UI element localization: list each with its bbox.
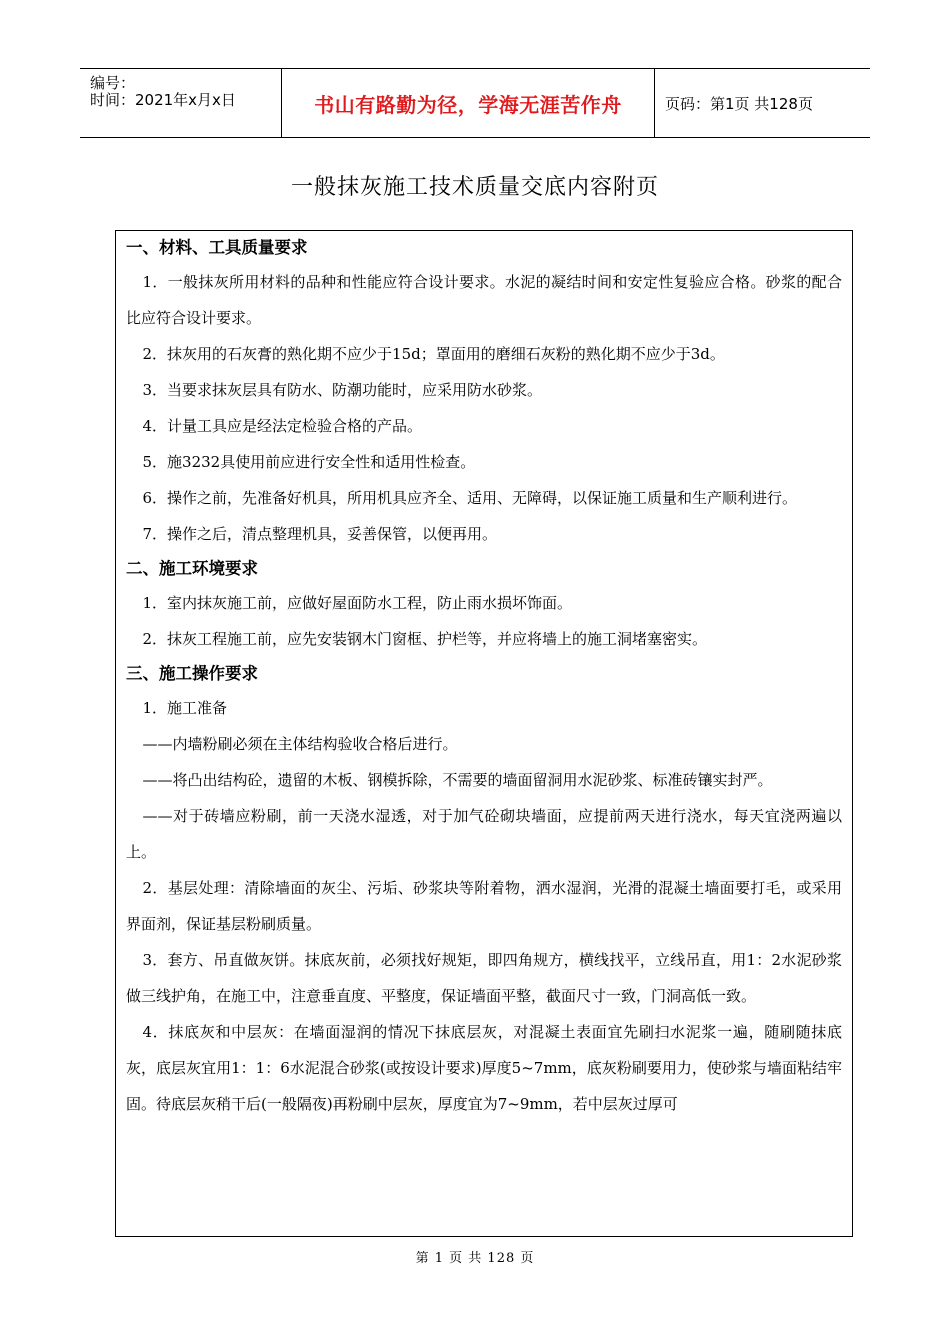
document-title: 一般抹灰施工技术质量交底内容附页 [290, 175, 659, 200]
paragraph: ——对于砖墙应粉刷，前一天浇水湿透，对于加气砼砌块墙面，应提前两天进行浇水，每天宜浇两遍以上。 [126, 807, 842, 861]
section-heading-environment: 二、施工环境要求 [126, 559, 258, 578]
section-heading-operation: 三、施工操作要求 [126, 664, 258, 683]
page-header [80, 68, 870, 138]
paragraph: 2．抹灰用的石灰膏的熟化期不应少于15d；罩面用的磨细石灰粉的熟化期不应少于3d。 [142, 345, 725, 363]
paragraph: 2．抹灰工程施工前，应先安装钢木门窗框、护栏等，并应将墙上的施工洞堵塞密实。 [142, 630, 708, 648]
paragraph: 1．室内抹灰施工前，应做好屋面防水工程，防止雨水损坏饰面。 [142, 594, 573, 612]
page-footer: 第 1 页 共 128 页 [415, 1251, 535, 1266]
paragraph: ——将凸出结构砼，遗留的木板、钢模拆除，不需要的墙面留洞用水泥砂浆、标准砖镶实封严。 [142, 771, 773, 789]
paragraph: 3．当要求抹灰层具有防水、防潮功能时，应采用防水砂浆。 [142, 381, 543, 399]
paragraph: 1．施工准备 [142, 699, 228, 717]
header-meta [80, 69, 281, 137]
paragraph: ——内墙粉刷必须在主体结构验收合格后进行。 [142, 735, 458, 753]
document-number-label: 编号： [90, 74, 136, 92]
paragraph: 2．基层处理：清除墙面的灰尘、污垢、砂浆块等附着物，洒水湿润，光滑的混凝土墙面要打毛，或采用界面剂，保证基层粉刷质量。 [126, 879, 842, 933]
paragraph: 5．施3232具使用前应进行安全性和适用性检查。 [142, 453, 476, 471]
content-body [126, 231, 842, 1122]
document-date: 时间：2021年x月x日 [90, 91, 236, 109]
paragraph: 4．抹底灰和中层灰：在墙面湿润的情况下抹底层灰，对混凝土表面宜先刷扫水泥浆一遍，随刷随抹底灰，底层灰宜用1：1：6水泥混合砂浆(或按设计要求)厚度5~7mm，底灰粉刷要用力，使砂浆与墙面粘结牢固。待底层灰稍干后(一般隔夜)再粉刷中层灰，厚度宜为7~9mm，若中层灰过厚可 [126, 1023, 842, 1113]
paragraph: 3．套方、吊直做灰饼。抹底灰前，必须找好规矩，即四角规方，横线找平，立线吊直，用1：2水泥砂浆做三线护角，在施工中，注意垂直度、平整度，保证墙面平整，截面尺寸一致，门洞高低一致。 [126, 951, 842, 1005]
section-heading-materials: 一、材料、工具质量要求 [126, 238, 308, 257]
content-frame [115, 230, 853, 1237]
paragraph: 1．一般抹灰所用材料的品种和性能应符合设计要求。水泥的凝结时间和安定性复验应合格。砂浆的配合比应符合设计要求。 [126, 273, 842, 327]
paragraph: 4．计量工具应是经法定检验合格的产品。 [142, 417, 423, 435]
header-page-info: 页码：第1页 共128页 [665, 94, 813, 113]
paragraph: 7．操作之后，清点整理机具，妥善保管，以便再用。 [142, 525, 498, 543]
header-motto: 书山有路勤为径，学海无涯苦作舟 [281, 69, 655, 137]
paragraph: 6．操作之前，先准备好机具，所用机具应齐全、适用、无障碍，以保证施工质量和生产顺利进行。 [142, 489, 798, 507]
